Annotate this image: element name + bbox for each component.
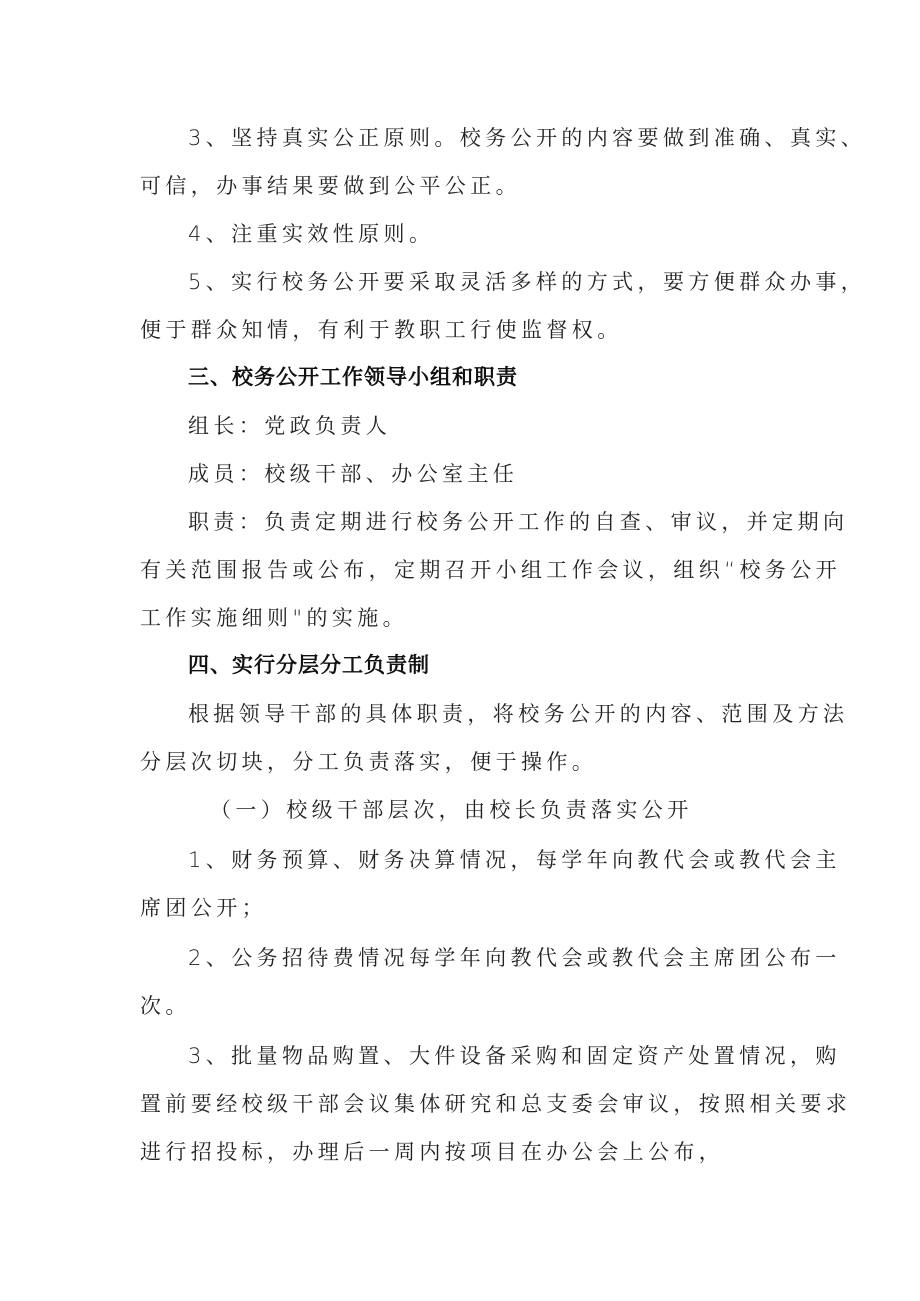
paragraph-line: 职责：负责定期进行校务公开工作的自查、审议，并定期向 (188, 510, 849, 534)
section-heading: 三、校务公开工作领导小组和职责 (188, 366, 518, 389)
paragraph-line: 进行招投标，办理后一周内按项目在办公会上公布， (140, 1140, 725, 1164)
paragraph-line: 4、注重实效性原则。 (188, 222, 435, 246)
paragraph-line: 便于群众知情，有利于教职工行使监督权。 (140, 318, 623, 342)
paragraph-line: 根据领导干部的具体职责，将校务公开的内容、范围及方法 (188, 702, 849, 726)
paragraph-line: 成员：校级干部、办公室主任 (188, 462, 519, 486)
paragraph-line: 5、实行校务公开要采取灵活多样的方式，要方便群众办事， (188, 270, 867, 294)
section-heading: 四、实行分层分工负责制 (188, 654, 430, 677)
paragraph-line: 1、财务预算、财务决算情况，每学年向教代会或教代会主 (188, 848, 841, 872)
paragraph-line: 3、坚持真实公正原则。校务公开的内容要做到准确、真实、 (188, 126, 867, 150)
paragraph-line: 2、公务招待费情况每学年向教代会或教代会主席团公布一 (188, 946, 841, 970)
paragraph-line: 有关范围报告或公布，定期召开小组工作会议，组织“校务公开 (140, 558, 842, 582)
paragraph-line: 置前要经校级干部会议集体研究和总支委会审议，按照相关要求 (140, 1092, 852, 1116)
paragraph-line: 席团公开； (140, 896, 267, 920)
paragraph-line: 组长：党政负责人 (188, 414, 392, 438)
paragraph-line: 工作实施细则"的实施。 (140, 606, 409, 630)
paragraph-line: 可信，办事结果要做到公平公正。 (140, 174, 521, 198)
paragraph-line: 3、批量物品购置、大件设备采购和固定资产处置情况，购 (188, 1044, 841, 1068)
subsection-heading: （一）校级干部层次，由校长负责落实公开 (210, 798, 693, 822)
paragraph-line: 次。 (140, 994, 191, 1018)
paragraph-line: 分层次切块，分工负责落实，便于操作。 (140, 750, 598, 774)
